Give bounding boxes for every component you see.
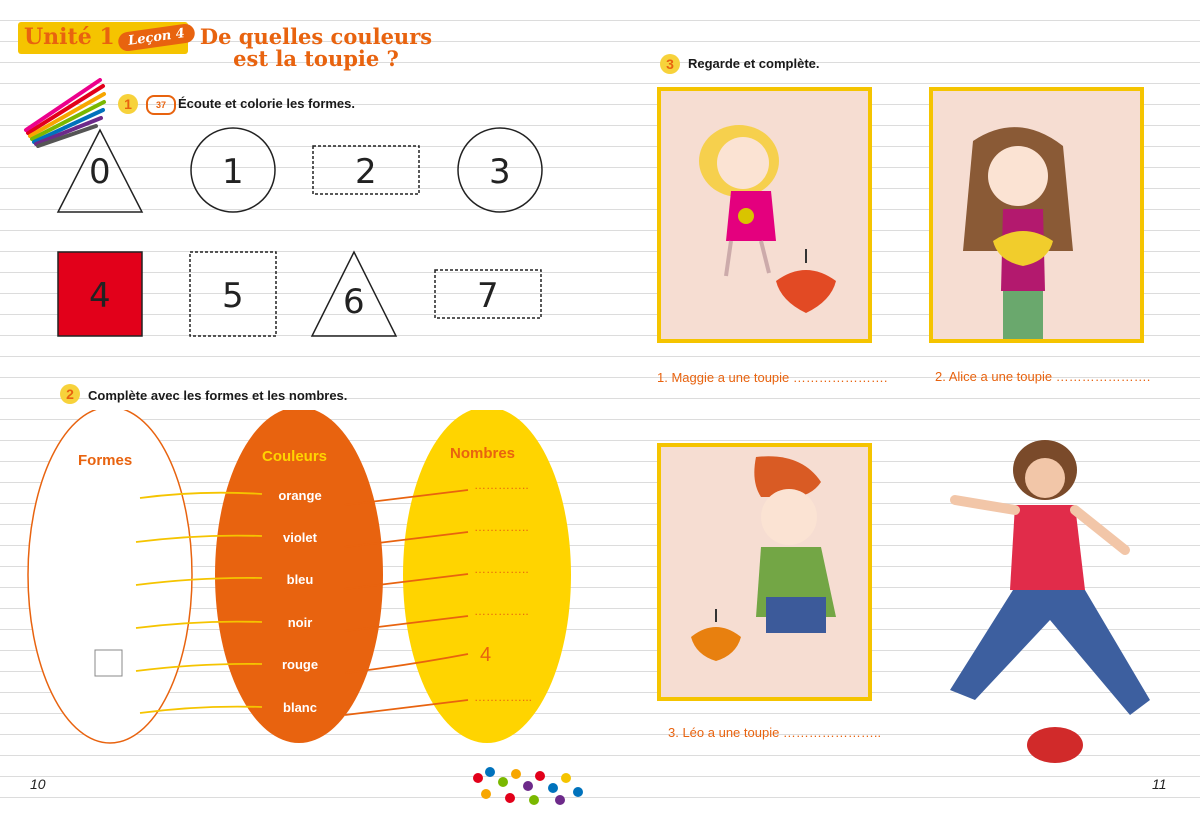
photo-girl-jumping: [935, 430, 1170, 780]
color-bleu: bleu: [286, 572, 314, 587]
nombre-blank-3[interactable]: …………..: [474, 562, 529, 576]
unit-label: Unité 1: [24, 24, 115, 50]
shape-7-number: 7: [477, 276, 499, 316]
nombre-blank-4[interactable]: …………..: [474, 604, 529, 618]
color-noir: noir: [287, 615, 313, 630]
page-number-left: 10: [30, 776, 46, 792]
alice-illustration: [933, 91, 1140, 339]
nombre-answer-4: 4: [480, 644, 492, 666]
nombre-blank-6[interactable]: …………...: [474, 690, 533, 704]
shape-6-number: 6: [343, 282, 365, 322]
shape-2-number: 2: [355, 152, 377, 192]
caption-leo: 3. Léo a une toupie …………………..: [668, 725, 882, 740]
exercise-3-number: 3: [660, 54, 680, 74]
title-line-1: De quelles couleurs: [199, 24, 433, 49]
exercise-1-number: 1: [118, 94, 138, 114]
card-alice: [929, 87, 1144, 343]
col-couleurs-header: Couleurs: [262, 448, 328, 465]
lesson-badge: Leçon 4: [117, 23, 196, 53]
title-line-2: est la toupie ?: [233, 46, 399, 71]
shape-0-number: 0: [89, 152, 111, 192]
leo-illustration: [661, 447, 868, 697]
spinning-top-orange: [691, 627, 741, 661]
exercise-2-instruction: Complète avec les formes et les nombres.: [88, 388, 348, 403]
shape-4-number: 4: [89, 276, 111, 316]
color-blanc: blanc: [283, 700, 317, 715]
col-nombres-header: Nombres: [450, 445, 516, 462]
caption-alice: 2. Alice a une toupie ………………….: [935, 369, 1151, 384]
shape-5-number: 5: [222, 276, 244, 316]
exercise-2-number: 2: [60, 384, 80, 404]
color-violet: violet: [283, 530, 317, 545]
color-rouge: rouge: [281, 657, 319, 672]
spinning-top-toy: [1027, 727, 1083, 763]
color-orange: orange: [278, 488, 322, 503]
form-answer-box[interactable]: [95, 650, 122, 676]
exercise-1-instruction: Écoute et colorie les formes.: [178, 96, 356, 111]
card-maggie: [657, 87, 872, 343]
nombre-blank-1[interactable]: …………..: [474, 478, 529, 492]
shape-1-number: 1: [222, 152, 244, 192]
nombre-blank-2[interactable]: …………..: [474, 520, 529, 534]
spinning-top-red: [776, 270, 836, 313]
audio-track-number: 37: [155, 100, 166, 110]
maggie-illustration: [661, 91, 868, 339]
card-leo: [657, 443, 872, 701]
exercise-3-instruction: Regarde et complète.: [688, 56, 820, 71]
shape-3-number: 3: [489, 152, 511, 192]
page-number-right: 11: [1152, 776, 1167, 792]
beads-decoration: [468, 764, 588, 810]
col-formes-header: Formes: [78, 452, 133, 469]
caption-maggie: 1. Maggie a une toupie ………………….: [657, 370, 888, 385]
